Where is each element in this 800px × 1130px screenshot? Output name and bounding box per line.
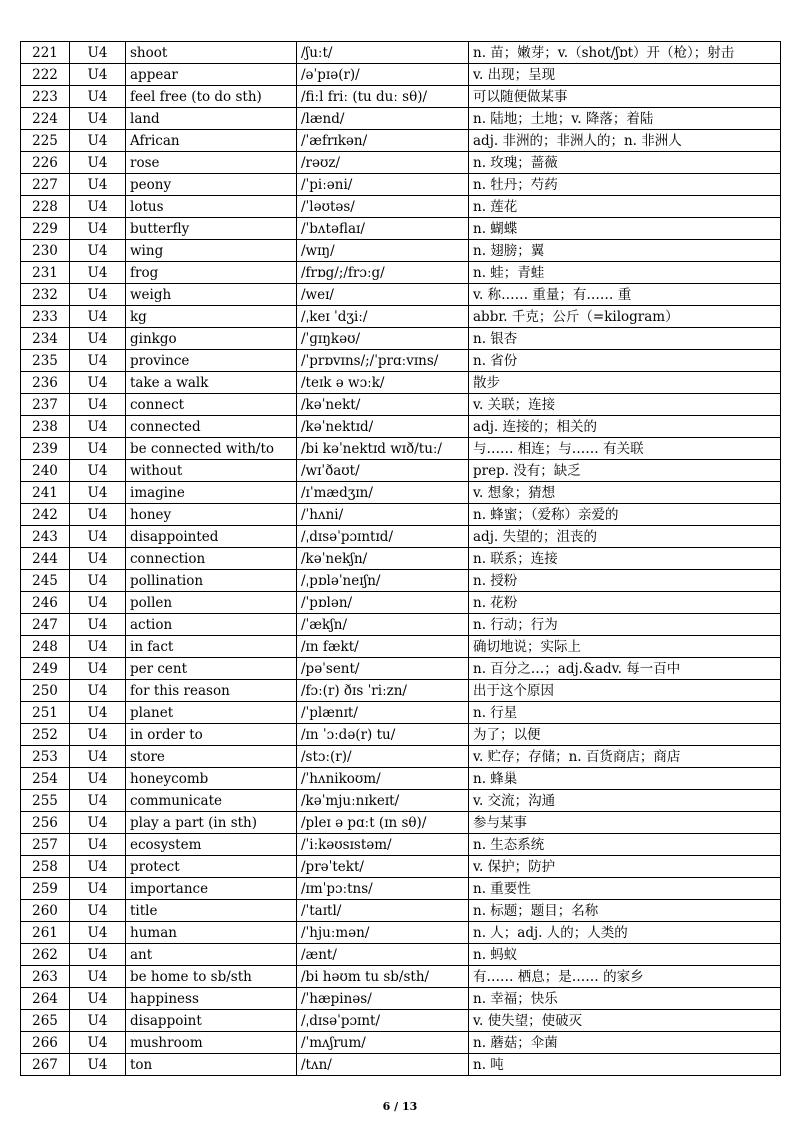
unit-label: U4 xyxy=(70,724,126,746)
entry-number: 224 xyxy=(21,108,70,130)
english-word: feel free (to do sth) xyxy=(126,86,297,108)
unit-label: U4 xyxy=(70,372,126,394)
phonetic: /ænt/ xyxy=(297,944,469,966)
entry-number: 261 xyxy=(21,922,70,944)
table-row xyxy=(21,834,781,856)
definition: n. 标题；题目；名称 xyxy=(469,900,781,922)
vocabulary-table-body xyxy=(21,42,781,1076)
unit-label: U4 xyxy=(70,746,126,768)
definition: v. 保护；防护 xyxy=(469,856,781,878)
table-row xyxy=(21,1032,781,1054)
phonetic: /fiːl friː (tu duː sθ)/ xyxy=(297,86,469,108)
definition: n. 陆地；土地；v. 降落；着陆 xyxy=(469,108,781,130)
english-word: wing xyxy=(126,240,297,262)
definition: n. 花粉 xyxy=(469,592,781,614)
english-word: planet xyxy=(126,702,297,724)
table-row xyxy=(21,438,781,460)
entry-number: 252 xyxy=(21,724,70,746)
table-row xyxy=(21,482,781,504)
entry-number: 257 xyxy=(21,834,70,856)
table-row xyxy=(21,1054,781,1076)
entry-number: 227 xyxy=(21,174,70,196)
unit-label: U4 xyxy=(70,900,126,922)
unit-label: U4 xyxy=(70,1010,126,1032)
english-word: without xyxy=(126,460,297,482)
unit-label: U4 xyxy=(70,284,126,306)
table-row xyxy=(21,680,781,702)
table-row xyxy=(21,394,781,416)
unit-label: U4 xyxy=(70,988,126,1010)
phonetic: /lænd/ xyxy=(297,108,469,130)
unit-label: U4 xyxy=(70,438,126,460)
entry-number: 235 xyxy=(21,350,70,372)
table-row xyxy=(21,548,781,570)
definition: v. 出现；呈现 xyxy=(469,64,781,86)
phonetic: /pəˈsent/ xyxy=(297,658,469,680)
phonetic: /ˈhjuːmən/ xyxy=(297,922,469,944)
phonetic: /ˈhʌni/ xyxy=(297,504,469,526)
unit-label: U4 xyxy=(70,306,126,328)
phonetic: /ˌpɒləˈneɪʃn/ xyxy=(297,570,469,592)
definition: n. 省份 xyxy=(469,350,781,372)
phonetic: /bi kəˈnektɪd wɪð/tuː/ xyxy=(297,438,469,460)
table-row xyxy=(21,306,781,328)
unit-label: U4 xyxy=(70,526,126,548)
definition: n. 人；adj. 人的；人类的 xyxy=(469,922,781,944)
phonetic: /ˈprɒvɪns/;/ˈprɑːvɪns/ xyxy=(297,350,469,372)
definition: v. 贮存；存储；n. 百货商店；商店 xyxy=(469,746,781,768)
entry-number: 262 xyxy=(21,944,70,966)
definition: n. 蜂巢 xyxy=(469,768,781,790)
unit-label: U4 xyxy=(70,680,126,702)
english-word: happiness xyxy=(126,988,297,1010)
english-word: ecosystem xyxy=(126,834,297,856)
table-row xyxy=(21,900,781,922)
phonetic: /ˈpɒlən/ xyxy=(297,592,469,614)
definition: n. 莲花 xyxy=(469,196,781,218)
definition: n. 牡丹；芍药 xyxy=(469,174,781,196)
table-row xyxy=(21,460,781,482)
definition: 出于这个原因 xyxy=(469,680,781,702)
english-word: ant xyxy=(126,944,297,966)
definition: n. 蛙；青蛙 xyxy=(469,262,781,284)
english-word: honeycomb xyxy=(126,768,297,790)
english-word: pollination xyxy=(126,570,297,592)
table-row xyxy=(21,812,781,834)
table-row xyxy=(21,702,781,724)
english-word: play a part (in sth) xyxy=(126,812,297,834)
entry-number: 243 xyxy=(21,526,70,548)
unit-label: U4 xyxy=(70,240,126,262)
table-row xyxy=(21,878,781,900)
entry-number: 238 xyxy=(21,416,70,438)
phonetic: /tʌn/ xyxy=(297,1054,469,1076)
definition: 散步 xyxy=(469,372,781,394)
entry-number: 249 xyxy=(21,658,70,680)
entry-number: 265 xyxy=(21,1010,70,1032)
phonetic: /wɪˈðaʊt/ xyxy=(297,460,469,482)
entry-number: 242 xyxy=(21,504,70,526)
definition: n. 蜂蜜；（爱称）亲爱的 xyxy=(469,504,781,526)
phonetic: /kəˈnekt/ xyxy=(297,394,469,416)
definition: n. 幸福；快乐 xyxy=(469,988,781,1010)
english-word: mushroom xyxy=(126,1032,297,1054)
english-word: human xyxy=(126,922,297,944)
entry-number: 222 xyxy=(21,64,70,86)
table-row xyxy=(21,526,781,548)
phonetic: /kəˈmjuːnɪkeɪt/ xyxy=(297,790,469,812)
phonetic: /weɪ/ xyxy=(297,284,469,306)
entry-number: 240 xyxy=(21,460,70,482)
table-row xyxy=(21,152,781,174)
english-word: weigh xyxy=(126,284,297,306)
unit-label: U4 xyxy=(70,218,126,240)
phonetic: /wɪŋ/ xyxy=(297,240,469,262)
definition: n. 苗；嫩芽；v.（shot/ʃɒt）开（枪）；射击 xyxy=(469,42,781,64)
english-word: shoot xyxy=(126,42,297,64)
unit-label: U4 xyxy=(70,86,126,108)
unit-label: U4 xyxy=(70,174,126,196)
entry-number: 237 xyxy=(21,394,70,416)
definition: n. 吨 xyxy=(469,1054,781,1076)
vocabulary-table xyxy=(20,41,781,1076)
unit-label: U4 xyxy=(70,196,126,218)
definition: adj. 连接的；相关的 xyxy=(469,416,781,438)
english-word: connect xyxy=(126,394,297,416)
entry-number: 251 xyxy=(21,702,70,724)
entry-number: 236 xyxy=(21,372,70,394)
phonetic: /ˈpiːəni/ xyxy=(297,174,469,196)
english-word: disappoint xyxy=(126,1010,297,1032)
table-row xyxy=(21,856,781,878)
entry-number: 266 xyxy=(21,1032,70,1054)
definition: 与…… 相连；与…… 有关联 xyxy=(469,438,781,460)
unit-label: U4 xyxy=(70,834,126,856)
unit-label: U4 xyxy=(70,878,126,900)
phonetic: /teɪk ə wɔːk/ xyxy=(297,372,469,394)
phonetic: /ˈɡɪŋkəʊ/ xyxy=(297,328,469,350)
english-word: disappointed xyxy=(126,526,297,548)
entry-number: 246 xyxy=(21,592,70,614)
unit-label: U4 xyxy=(70,922,126,944)
english-word: action xyxy=(126,614,297,636)
table-row xyxy=(21,944,781,966)
table-row xyxy=(21,966,781,988)
english-word: African xyxy=(126,130,297,152)
unit-label: U4 xyxy=(70,108,126,130)
english-word: connection xyxy=(126,548,297,570)
definition: 有…… 栖息；是…… 的家乡 xyxy=(469,966,781,988)
phonetic: /pleɪ ə pɑːt (ɪn sθ)/ xyxy=(297,812,469,834)
entry-number: 264 xyxy=(21,988,70,1010)
table-row xyxy=(21,614,781,636)
table-row xyxy=(21,108,781,130)
english-word: connected xyxy=(126,416,297,438)
english-word: ton xyxy=(126,1054,297,1076)
english-word: province xyxy=(126,350,297,372)
unit-label: U4 xyxy=(70,548,126,570)
entry-number: 263 xyxy=(21,966,70,988)
definition: n. 百分之…；adj.&adv. 每一百中 xyxy=(469,658,781,680)
unit-label: U4 xyxy=(70,702,126,724)
entry-number: 259 xyxy=(21,878,70,900)
definition: v. 称…… 重量；有…… 重 xyxy=(469,284,781,306)
entry-number: 267 xyxy=(21,1054,70,1076)
table-row xyxy=(21,262,781,284)
unit-label: U4 xyxy=(70,460,126,482)
unit-label: U4 xyxy=(70,328,126,350)
phonetic: /prəˈtekt/ xyxy=(297,856,469,878)
english-word: kg xyxy=(126,306,297,328)
table-row xyxy=(21,416,781,438)
phonetic: /ˈhæpinəs/ xyxy=(297,988,469,1010)
definition: n. 蘑菇；伞菌 xyxy=(469,1032,781,1054)
definition: 参与某事 xyxy=(469,812,781,834)
phonetic: /fɔː(r) ðɪs ˈriːzn/ xyxy=(297,680,469,702)
entry-number: 258 xyxy=(21,856,70,878)
unit-label: U4 xyxy=(70,64,126,86)
phonetic: /əˈpɪə(r)/ xyxy=(297,64,469,86)
definition: n. 玫瑰；蔷薇 xyxy=(469,152,781,174)
unit-label: U4 xyxy=(70,504,126,526)
definition: n. 重要性 xyxy=(469,878,781,900)
english-word: butterfly xyxy=(126,218,297,240)
definition: adj. 非洲的；非洲人的；n. 非洲人 xyxy=(469,130,781,152)
phonetic: /ˈæfrɪkən/ xyxy=(297,130,469,152)
entry-number: 256 xyxy=(21,812,70,834)
definition: v. 想象；猜想 xyxy=(469,482,781,504)
definition: n. 联系；连接 xyxy=(469,548,781,570)
entry-number: 228 xyxy=(21,196,70,218)
definition: adj. 失望的；沮丧的 xyxy=(469,526,781,548)
unit-label: U4 xyxy=(70,416,126,438)
english-word: peony xyxy=(126,174,297,196)
definition: abbr. 千克；公斤（=kilogram） xyxy=(469,306,781,328)
english-word: per cent xyxy=(126,658,297,680)
english-word: be home to sb/sth xyxy=(126,966,297,988)
entry-number: 233 xyxy=(21,306,70,328)
table-row xyxy=(21,504,781,526)
phonetic: /ˈbʌtəflaɪ/ xyxy=(297,218,469,240)
table-row xyxy=(21,174,781,196)
entry-number: 231 xyxy=(21,262,70,284)
english-word: store xyxy=(126,746,297,768)
unit-label: U4 xyxy=(70,658,126,680)
english-word: frog xyxy=(126,262,297,284)
entry-number: 230 xyxy=(21,240,70,262)
definition: v. 关联；连接 xyxy=(469,394,781,416)
english-word: appear xyxy=(126,64,297,86)
english-word: lotus xyxy=(126,196,297,218)
entry-number: 239 xyxy=(21,438,70,460)
unit-label: U4 xyxy=(70,1054,126,1076)
table-row xyxy=(21,592,781,614)
unit-label: U4 xyxy=(70,790,126,812)
english-word: honey xyxy=(126,504,297,526)
english-word: be connected with/to xyxy=(126,438,297,460)
unit-label: U4 xyxy=(70,42,126,64)
definition: 为了；以便 xyxy=(469,724,781,746)
phonetic: /frɒg/;/frɔːg/ xyxy=(297,262,469,284)
english-word: imagine xyxy=(126,482,297,504)
unit-label: U4 xyxy=(70,394,126,416)
definition: 确切地说；实际上 xyxy=(469,636,781,658)
entry-number: 254 xyxy=(21,768,70,790)
phonetic: /bi həʊm tu sb/sth/ xyxy=(297,966,469,988)
entry-number: 247 xyxy=(21,614,70,636)
table-row xyxy=(21,724,781,746)
english-word: pollen xyxy=(126,592,297,614)
unit-label: U4 xyxy=(70,614,126,636)
unit-label: U4 xyxy=(70,482,126,504)
unit-label: U4 xyxy=(70,856,126,878)
table-row xyxy=(21,42,781,64)
unit-label: U4 xyxy=(70,570,126,592)
table-row xyxy=(21,284,781,306)
entry-number: 255 xyxy=(21,790,70,812)
entry-number: 248 xyxy=(21,636,70,658)
english-word: in fact xyxy=(126,636,297,658)
phonetic: /ˈhʌnikoʊm/ xyxy=(297,768,469,790)
table-row xyxy=(21,218,781,240)
entry-number: 226 xyxy=(21,152,70,174)
table-row xyxy=(21,130,781,152)
entry-number: 244 xyxy=(21,548,70,570)
entry-number: 260 xyxy=(21,900,70,922)
table-row xyxy=(21,86,781,108)
unit-label: U4 xyxy=(70,768,126,790)
unit-label: U4 xyxy=(70,966,126,988)
english-word: rose xyxy=(126,152,297,174)
table-row xyxy=(21,658,781,680)
phonetic: /ˈplænɪt/ xyxy=(297,702,469,724)
entry-number: 225 xyxy=(21,130,70,152)
english-word: protect xyxy=(126,856,297,878)
phonetic: /ˈmʌʃrum/ xyxy=(297,1032,469,1054)
unit-label: U4 xyxy=(70,592,126,614)
entry-number: 241 xyxy=(21,482,70,504)
definition: v. 使失望；使破灭 xyxy=(469,1010,781,1032)
phonetic: /ɪˈmædʒɪn/ xyxy=(297,482,469,504)
phonetic: /rəʊz/ xyxy=(297,152,469,174)
page-number: 6 / 13 xyxy=(382,1100,418,1113)
english-word: ginkgo xyxy=(126,328,297,350)
definition: prep. 没有；缺乏 xyxy=(469,460,781,482)
table-row xyxy=(21,988,781,1010)
table-row xyxy=(21,1010,781,1032)
phonetic: /ˌdɪsəˈpɔɪntɪd/ xyxy=(297,526,469,548)
english-word: take a walk xyxy=(126,372,297,394)
table-row xyxy=(21,746,781,768)
table-row xyxy=(21,350,781,372)
english-word: land xyxy=(126,108,297,130)
unit-label: U4 xyxy=(70,262,126,284)
unit-label: U4 xyxy=(70,944,126,966)
definition: v. 交流；沟通 xyxy=(469,790,781,812)
entry-number: 223 xyxy=(21,86,70,108)
table-row xyxy=(21,768,781,790)
phonetic: /ˌdɪsəˈpɔɪnt/ xyxy=(297,1010,469,1032)
definition: n. 蚂蚁 xyxy=(469,944,781,966)
unit-label: U4 xyxy=(70,350,126,372)
english-word: for this reason xyxy=(126,680,297,702)
table-row xyxy=(21,636,781,658)
phonetic: /ˌkeɪ ˈdʒiː/ xyxy=(297,306,469,328)
phonetic: /ˈiːkəʊsɪstəm/ xyxy=(297,834,469,856)
entry-number: 245 xyxy=(21,570,70,592)
unit-label: U4 xyxy=(70,152,126,174)
definition: n. 生态系统 xyxy=(469,834,781,856)
english-word: title xyxy=(126,900,297,922)
phonetic: /ɪn ˈɔːdə(r) tu/ xyxy=(297,724,469,746)
definition: n. 蝴蝶 xyxy=(469,218,781,240)
entry-number: 253 xyxy=(21,746,70,768)
entry-number: 229 xyxy=(21,218,70,240)
english-word: communicate xyxy=(126,790,297,812)
table-row xyxy=(21,64,781,86)
table-row xyxy=(21,790,781,812)
unit-label: U4 xyxy=(70,130,126,152)
definition: n. 授粉 xyxy=(469,570,781,592)
unit-label: U4 xyxy=(70,636,126,658)
table-row xyxy=(21,328,781,350)
entry-number: 221 xyxy=(21,42,70,64)
phonetic: /stɔː(r)/ xyxy=(297,746,469,768)
unit-label: U4 xyxy=(70,812,126,834)
table-row xyxy=(21,240,781,262)
phonetic: /ʃuːt/ xyxy=(297,42,469,64)
table-row xyxy=(21,372,781,394)
unit-label: U4 xyxy=(70,1032,126,1054)
phonetic: /ɪmˈpɔːtns/ xyxy=(297,878,469,900)
entry-number: 232 xyxy=(21,284,70,306)
phonetic: /kəˈnekʃn/ xyxy=(297,548,469,570)
definition: n. 行星 xyxy=(469,702,781,724)
phonetic: /ˈækʃn/ xyxy=(297,614,469,636)
phonetic: /ˈtaɪtl/ xyxy=(297,900,469,922)
english-word: in order to xyxy=(126,724,297,746)
definition: n. 翅膀；翼 xyxy=(469,240,781,262)
table-row xyxy=(21,570,781,592)
phonetic: /ɪn fækt/ xyxy=(297,636,469,658)
table-row xyxy=(21,196,781,218)
phonetic: /kəˈnektɪd/ xyxy=(297,416,469,438)
definition: n. 行动；行为 xyxy=(469,614,781,636)
table-row xyxy=(21,922,781,944)
entry-number: 250 xyxy=(21,680,70,702)
english-word: importance xyxy=(126,878,297,900)
phonetic: /ˈləʊtəs/ xyxy=(297,196,469,218)
definition: n. 银杏 xyxy=(469,328,781,350)
definition: 可以随便做某事 xyxy=(469,86,781,108)
entry-number: 234 xyxy=(21,328,70,350)
